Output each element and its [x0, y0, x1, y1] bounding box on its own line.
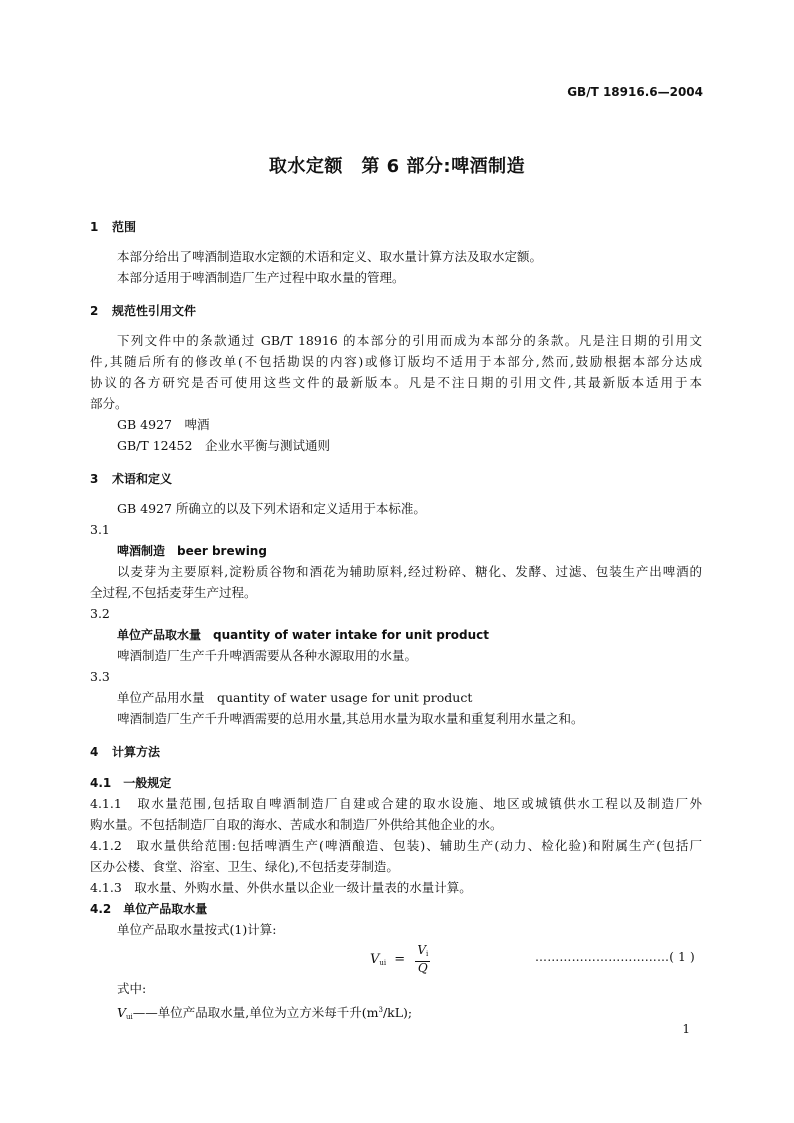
reference-item: GB/T 12452 企业水平衡与测试通则 — [117, 438, 330, 453]
section-heading-3 — [90, 470, 172, 488]
variable-description: ——单位产品取水量,单位为立方米每千升(m — [132, 1005, 379, 1020]
paragraph-line: 协议的各方研究是否可使用这些文件的最新版本。凡是不注日期的引用文件,其最新版本适用于本 — [90, 375, 702, 390]
paragraph-line: 部分。 — [90, 396, 128, 411]
variable-definition — [117, 1001, 412, 1026]
formula-label: ( 1 ) — [669, 950, 695, 964]
definition: 啤酒制造厂生产千升啤酒需要从各种水源取用的水量。 — [117, 648, 418, 663]
paragraph: 本部分适用于啤酒制造厂生产过程中取水量的管理。 — [117, 270, 405, 285]
section-heading-1 — [90, 218, 136, 236]
where-label: 式中: — [117, 981, 147, 996]
paragraph-line: 下列文件中的条款通过 GB/T 18916 的本部分的引用而成为本部分的条款。凡是注日期的引用文 — [117, 333, 702, 348]
section-number: 1 — [90, 220, 99, 234]
formula-equals: = — [394, 952, 406, 967]
formula-numerator: $V_i$ — [415, 944, 430, 962]
term: 单位产品取水量 quantity of water intake for unit product — [117, 628, 490, 642]
clause-number: 3.1 — [90, 522, 110, 537]
formula-fraction — [415, 944, 430, 975]
document-title: 取水定额 第 6 部分:啤酒制造 — [268, 156, 526, 177]
definition-line: 全过程,不包括麦芽生产过程。 — [90, 585, 257, 600]
section-heading-2 — [90, 302, 196, 320]
section-heading-4 — [90, 743, 160, 761]
variable-unit-tail: /kL); — [382, 1005, 413, 1020]
clause-line: 区办公楼、食堂、浴室、卫生、绿化),不包括麦芽制造。 — [90, 859, 399, 874]
definition-line: 以麦芽为主要原料,淀粉质谷物和酒花为辅助原料,经过粉碎、糖化、发酵、过滤、包装生产出啤酒的 — [117, 564, 702, 579]
formula-lhs: V — [370, 952, 380, 967]
term: 单位产品用水量 quantity of water usage for unit product — [117, 690, 473, 705]
formula-denominator: Q — [417, 961, 428, 975]
formula — [370, 944, 430, 975]
section-number: 2 — [90, 304, 99, 318]
variable-superscript: 3 — [378, 1006, 383, 1014]
section-title: 术语和定义 — [112, 472, 173, 486]
paragraph: 本部分给出了啤酒制造取水定额的术语和定义、取水量计算方法及取水定额。 — [117, 249, 543, 264]
clause-line: 4.1.3 取水量、外购水量、外供水量以企业一级计量表的水量计算。 — [90, 880, 472, 895]
definition: 啤酒制造厂生产千升啤酒需要的总用水量,其总用水量为取水量和重复利用水量之和。 — [117, 711, 584, 726]
formula-leader-dots: …………………………… — [535, 950, 670, 964]
standard-code: GB/T 18916.6—2004 — [567, 85, 703, 99]
clause-number: 3.3 — [90, 669, 110, 684]
paragraph-line: 件,其随后所有的修改单(不包括勘误的内容)或修订版均不适用于本部分,然而,鼓励根据本部分达成 — [90, 354, 702, 369]
subsection-heading: 4.1 一般规定 — [90, 776, 172, 790]
page-number: 1 — [682, 1022, 690, 1036]
section-title: 范围 — [112, 220, 137, 234]
section-title: 规范性引用文件 — [112, 304, 197, 318]
clause-line: 购水量。不包括制造厂自取的海水、苦咸水和制造厂外供给其他企业的水。 — [90, 817, 503, 832]
section-number: 3 — [90, 472, 99, 486]
subsection-heading: 4.2 单位产品取水量 — [90, 902, 208, 916]
reference-item: GB 4927 啤酒 — [117, 417, 210, 432]
section-number: 4 — [90, 745, 99, 759]
paragraph: GB 4927 所确立的以及下列术语和定义适用于本标准。 — [117, 501, 426, 516]
variable-subscript: ui — [126, 1013, 133, 1021]
formula-number — [535, 950, 695, 964]
variable-symbol: V — [117, 1005, 127, 1020]
clause-line: 4.1.2 取水量供给范围:包括啤酒生产(啤酒酿造、包装)、辅助生产(动力、检化验)和附属生产(包括厂 — [90, 838, 702, 853]
term: 啤酒制造 beer brewing — [117, 544, 267, 558]
section-title: 计算方法 — [112, 745, 161, 759]
formula-lhs-subscript: ui — [379, 959, 387, 967]
clause-line: 4.1.1 取水量范围,包括取自啤酒制造厂自建或合建的取水设施、地区或城镇供水工程以及制造厂外 — [90, 796, 702, 811]
paragraph: 单位产品取水量按式(1)计算: — [117, 922, 277, 937]
clause-number: 3.2 — [90, 606, 110, 621]
